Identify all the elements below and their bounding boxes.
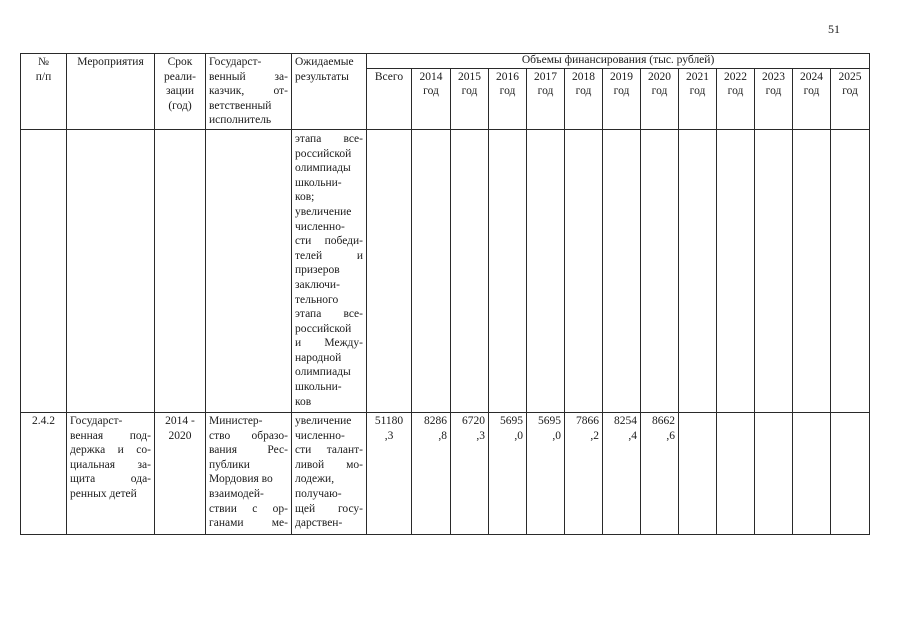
cell-2024 xyxy=(793,129,831,412)
cell-total xyxy=(367,129,412,412)
header-results: Ожидаемые результаты xyxy=(292,54,367,130)
cell-num: 2.4.2 xyxy=(21,412,67,534)
cell-2017: 5695 ,0 xyxy=(527,412,565,534)
cell-2019 xyxy=(603,129,641,412)
header-year-2023: 2023 год xyxy=(755,68,793,129)
funding-table xyxy=(20,53,870,535)
cell-2020 xyxy=(641,129,679,412)
cell-customer xyxy=(206,129,292,412)
cell-2023 xyxy=(755,129,793,412)
cell-results: этапа все- российской олимпиады школьни- ков; увеличение численно- сти победи- телей и призеров заключи- тельного этапа все- российской и Между- народной олимпиады школьни- ков xyxy=(292,129,367,412)
cell-2021 xyxy=(679,412,717,534)
cell-2020: 8662 ,6 xyxy=(641,412,679,534)
table-row xyxy=(21,129,870,412)
cell-2015: 6720 ,3 xyxy=(451,412,489,534)
header-year-2018: 2018 год xyxy=(565,68,603,129)
cell-term xyxy=(155,129,206,412)
cell-event: Государст- венная под- держка и со- циальная за- щита ода- ренных детей xyxy=(67,412,155,534)
cell-num xyxy=(21,129,67,412)
header-customer: Государст- венный за- казчик, от- ветственный исполнитель xyxy=(206,54,292,130)
cell-2022 xyxy=(717,412,755,534)
cell-2025 xyxy=(831,412,870,534)
cell-2016 xyxy=(489,129,527,412)
cell-2018: 7866 ,2 xyxy=(565,412,603,534)
header-year-2025: 2025 год xyxy=(831,68,870,129)
cell-2018 xyxy=(565,129,603,412)
cell-2015 xyxy=(451,129,489,412)
header-year-2020: 2020 год xyxy=(641,68,679,129)
header-year-2022: 2022 год xyxy=(717,68,755,129)
cell-2016: 5695 ,0 xyxy=(489,412,527,534)
cell-2022 xyxy=(717,129,755,412)
cell-2021 xyxy=(679,129,717,412)
header-year-2024: 2024 год xyxy=(793,68,831,129)
header-num: № п/п xyxy=(21,54,67,130)
cell-2025 xyxy=(831,129,870,412)
cell-2024 xyxy=(793,412,831,534)
header-year-2021: 2021 год xyxy=(679,68,717,129)
cell-2023 xyxy=(755,412,793,534)
cell-2014 xyxy=(412,129,451,412)
header-term: Срок реали- зации (год) xyxy=(155,54,206,130)
header-funding-title: Объемы финансирования (тыс. рублей) xyxy=(367,54,870,69)
header-year-2014: 2014 год xyxy=(412,68,451,129)
header-year-2015: 2015 год xyxy=(451,68,489,129)
header-events: Мероприятия xyxy=(67,54,155,130)
cell-event xyxy=(67,129,155,412)
cell-2017 xyxy=(527,129,565,412)
cell-results: увеличение численно- сти талант- ливой мо- лодежи, получаю- щей госу- дарствен- xyxy=(292,412,367,534)
cell-term: 2014 - 2020 xyxy=(155,412,206,534)
cell-customer: Министер- ство образо- вания Рес- публики Мордовия во взаимодей- ствии с ор- ганами ме- xyxy=(206,412,292,534)
page-number: 51 xyxy=(828,22,840,36)
cell-2014: 8286 ,8 xyxy=(412,412,451,534)
header-total: Всего xyxy=(367,68,412,129)
header-year-2016: 2016 год xyxy=(489,68,527,129)
cell-2019: 8254 ,4 xyxy=(603,412,641,534)
header-year-2017: 2017 год xyxy=(527,68,565,129)
header-year-2019: 2019 год xyxy=(603,68,641,129)
table-row xyxy=(21,412,870,534)
cell-total: 51180 ,3 xyxy=(367,412,412,534)
